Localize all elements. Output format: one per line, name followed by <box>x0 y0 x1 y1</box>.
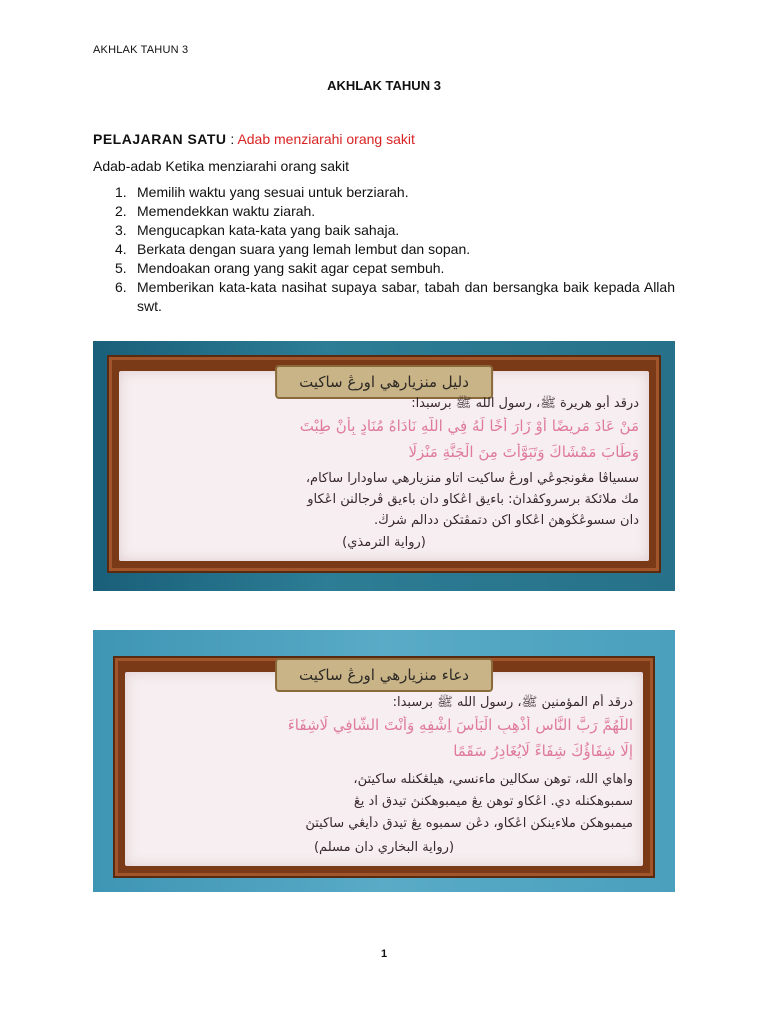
translation-line: واهاي الله، توهن سكالين ماءنسي، هيلڠكنله ساكيتڽ، <box>353 772 633 787</box>
hadith-text-line: مَنْ عَادَ مَرِيضًا أَوْ زَارَ أَخًا لَهُ فِي اللَّهِ نَادَاهُ مُنَادٍ بِأَنْ طِبْتَ <box>299 417 639 435</box>
card-frame <box>113 656 655 878</box>
etiquette-list <box>93 183 675 316</box>
card-panel <box>119 371 649 561</box>
lesson-label: PELAJARAN SATU <box>93 131 227 147</box>
lesson-topic: Adab menziarahi orang sakit <box>237 131 415 147</box>
doa-text-line: اللَّهُمَّ رَبَّ النَّاسِ أَذْهِبِ الْبَأْسَ اِشْفِهِ وَأَنْتَ الشَّافِي لَاشِفَاءَ <box>287 716 633 734</box>
card-panel <box>125 666 643 866</box>
translation-line: دان سسوڠڬوهڽ اڠكاو اكن دتمڤتكن ددالم شرڬ. <box>373 513 639 528</box>
page-number: 1 <box>380 948 388 960</box>
translation-line: مك ملائكة برسروكڤداڽ: باءيق اڠكاو دان باءيق ڤرجالنن اڠكاو <box>307 492 639 507</box>
list-item-number: 5. <box>115 260 127 276</box>
list-item-text: Memberikan kata-kata nasihat supaya sabar, tabah dan bersangka baik kepada Allah swt. <box>137 279 675 314</box>
list-item-number: 1. <box>115 184 127 200</box>
dalil-card-image <box>93 341 675 591</box>
hadith-text-line: وَطَابَ مَمْشَاكَ وَتَبَوَّأْتَ مِنَ الْجَنَّةِ مَنْزِلًا <box>408 443 639 461</box>
doa-text-line: إِلَّا شِفَاؤُكَ شِفَاءً لَايُغَادِرُ سَقَمًا <box>453 742 633 760</box>
translation-line: ميمبوهكن ملاءينكن اڠكاو، دڠن سمبوه يڠ تيدق دأيڠي ساكيتڽ <box>305 816 633 831</box>
list-item-text: Berkata dengan suara yang lemah lembut dan sopan. <box>137 241 471 257</box>
list-item-number: 3. <box>115 222 127 238</box>
list-item-text: Mendoakan orang yang sakit agar cepat sembuh. <box>137 260 445 276</box>
card-banner: دليل منزيارهي اورڠ ساكيت <box>275 365 493 399</box>
list-item-number: 6. <box>115 279 127 295</box>
source-reference: (رواية البخاري دان مسلم) <box>313 840 455 855</box>
list-item-text: Memendekkan waktu ziarah. <box>137 203 316 219</box>
narration-line: درقد أم المؤمنين ﷺ، رسول الله ﷺ برسبدا: <box>392 695 633 710</box>
page-title: AKHLAK TAHUN 3 <box>327 78 441 93</box>
list-item <box>93 183 675 202</box>
translation-line: سسياڤا مڠونجوڠي اورڠ ساكيت اتاو منزيارهي ساودارا سأكام، <box>305 471 639 486</box>
running-header: AKHLAK TAHUN 3 <box>93 44 189 56</box>
list-item-text: Mengucapkan kata-kata yang baik sahaja. <box>137 222 400 238</box>
list-item <box>93 202 675 221</box>
card-banner: دعاء منزيارهي اورڠ ساكيت <box>275 658 493 692</box>
lesson-separator: : <box>226 131 238 147</box>
list-item-number: 2. <box>115 203 127 219</box>
list-item <box>93 221 675 240</box>
list-item-text: Memilih waktu yang sesuai untuk berziarah. <box>137 184 409 200</box>
lesson-heading <box>93 131 415 147</box>
source-reference: (رواية الترمذي) <box>342 535 426 550</box>
doa-card-image <box>93 630 675 892</box>
list-item-number: 4. <box>115 241 127 257</box>
card-frame <box>107 355 661 573</box>
list-item <box>93 240 675 259</box>
narration-line: درقد أبو هريرة ﷺ، رسول الله ﷺ برسبدا: <box>411 396 639 411</box>
list-item <box>93 259 675 278</box>
list-item <box>93 278 675 316</box>
translation-line: سمبوهكنله دي. اڠكاو توهن يڠ ميمبوهكنڽ تيدق اد يڠ <box>353 794 633 809</box>
subheading: Adab-adab Ketika menziarahi orang sakit <box>93 158 350 174</box>
